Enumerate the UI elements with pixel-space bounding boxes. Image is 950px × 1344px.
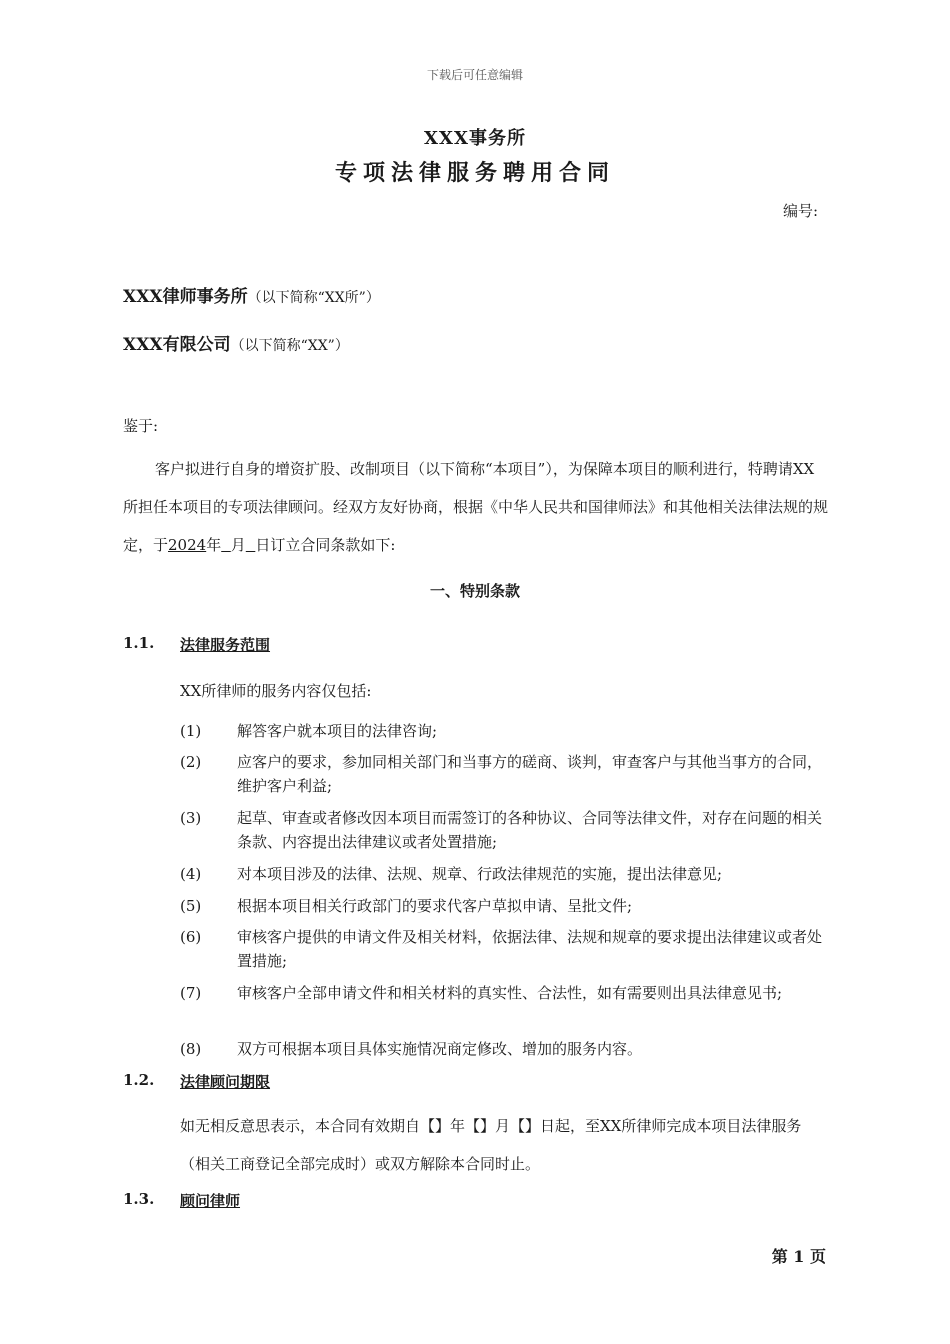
intro-paragraph: [123, 450, 828, 564]
term-paragraph: 如无相反意思表示，本合同有效期自【】年【】月【】日起，至XX所律师完成本项目法律服务（相关工商登记全部完成时）或双方解除本合同时止。: [180, 1117, 802, 1173]
scope-item-text: 应客户的要求，参加同相关部门和当事方的磋商、谈判，审查客户与其他当事方的合同，维护客户利益;: [237, 753, 823, 795]
party-a: [123, 282, 380, 307]
intro-text-3: 月: [230, 536, 246, 554]
scope-item-text: 双方可根据本项目具体实施情况商定修改、增加的服务内容。: [237, 1040, 643, 1058]
scope-item-number: (6): [180, 928, 202, 946]
party-b-note: （以下简称“XX”）: [230, 338, 349, 354]
scope-item-text: 审核客户全部申请文件和相关材料的真实性、合法性，如有需要则出具法律意见书;: [237, 984, 783, 1002]
intro-day-blank: [246, 536, 256, 554]
scope-item-text: 解答客户就本项目的法律咨询;: [237, 722, 438, 740]
clause-1-3-title: 顾问律师: [180, 1192, 241, 1210]
scope-item-text: 对本项目涉及的法律、法规、规章、行政法律规范的实施，提出法律意见;: [237, 865, 723, 883]
party-a-name: XXX律师事务所: [123, 287, 248, 307]
clause-1-1-title: 法律服务范围: [180, 636, 271, 654]
scope-item-number: (7): [180, 984, 202, 1002]
whereas-label: 鉴于:: [123, 417, 159, 435]
contract-number-label: 编号:: [782, 202, 818, 220]
watermark-text: 下载后可任意编辑: [426, 68, 523, 82]
clause-1-2-number: 1.2.: [123, 1071, 155, 1089]
scope-item-text: 起草、审查或者修改因本项目而需签订的各种协议、合同等法律文件，对存在问题的相关条款、内容提出法律建议或者处置措施;: [237, 809, 823, 851]
document-title: 专项法律服务聘用合同: [334, 160, 615, 186]
party-a-note: （以下简称“XX所”）: [247, 290, 380, 306]
scope-item-number: (2): [180, 753, 202, 771]
scope-item-number: (1): [180, 722, 202, 740]
scope-item-number: (3): [180, 809, 202, 827]
scope-item-number: (8): [180, 1040, 202, 1058]
scope-item-number: (4): [180, 865, 202, 883]
scope-item-number: (5): [180, 897, 202, 915]
scope-intro: XX所律师的服务内容仅包括:: [180, 682, 372, 700]
intro-text-1: 客户拟进行自身的增资扩股、改制项目（以下简称“本项目”），为保障本项目的顺利进行，特聘请XX所担任本项目的专项法律顾问。经双方友好协商，根据《中华人民共和国律师法》和其他相关法律法规的规定，于: [123, 460, 829, 554]
party-b: [123, 330, 349, 355]
scope-item-text: 审核客户提供的申请文件及相关材料，依据法律、法规和规章的要求提出法律建议或者处置措施;: [237, 928, 823, 970]
clause-1-3-number: 1.3.: [123, 1190, 155, 1208]
section-title-special-terms: 一、特别条款: [429, 582, 520, 600]
intro-text-2: 年: [206, 536, 222, 554]
party-b-name: XXX有限公司: [123, 335, 231, 355]
intro-year: 2024: [168, 536, 207, 554]
scope-item-text: 根据本项目相关行政部门的要求代客户草拟申请、呈批文件;: [237, 897, 633, 915]
clause-1-2-title: 法律顾问期限: [180, 1073, 271, 1091]
page-number: 第 1 页: [771, 1247, 826, 1266]
office-name: XXX事务所: [424, 128, 526, 149]
clause-1-1-number: 1.1.: [123, 634, 155, 652]
intro-month-blank: [221, 536, 231, 554]
intro-text-4: 日订立合同条款如下:: [255, 536, 396, 554]
